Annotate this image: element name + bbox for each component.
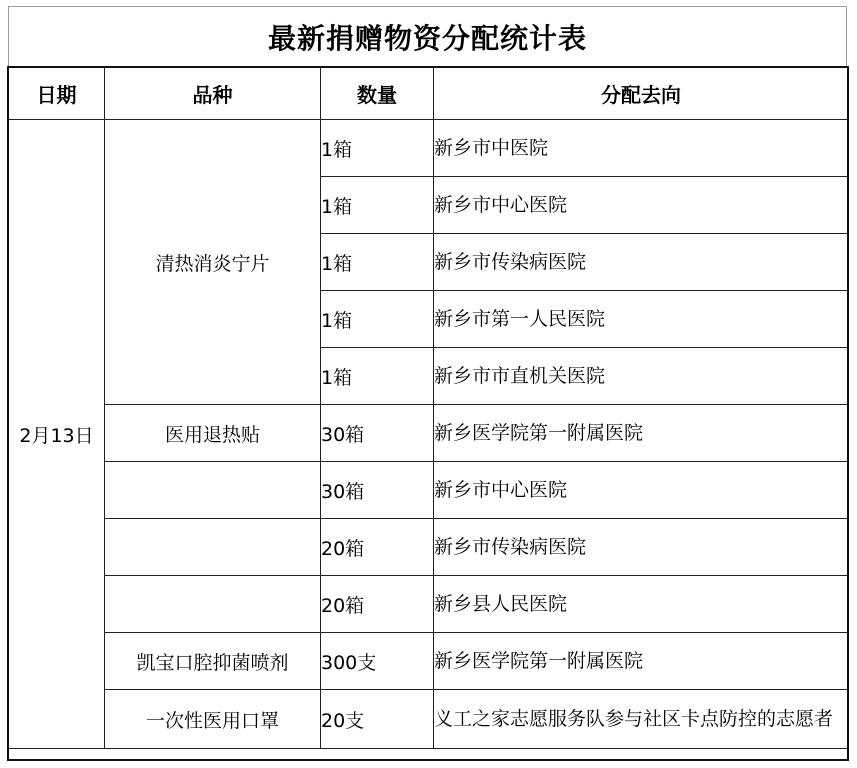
date-cell[interactable]: 2月13日 [9, 120, 105, 749]
destination-cell[interactable]: 新乡市市直机关医院 [434, 348, 849, 405]
quantity-cell[interactable]: 20箱 [321, 519, 434, 576]
table-row [9, 120, 849, 177]
variety-cell[interactable]: 医用退热贴 [105, 405, 321, 462]
table-title: 最新捐赠物资分配统计表 [8, 6, 847, 66]
quantity-cell[interactable]: 1箱 [321, 291, 434, 348]
destination-cell[interactable]: 新乡医学院第一附属医院 [434, 405, 849, 462]
quantity-cell[interactable]: 20支 [321, 690, 434, 749]
variety-cell-empty[interactable] [105, 462, 321, 519]
destination-cell[interactable]: 新乡市中心医院 [434, 177, 849, 234]
table-row [9, 690, 849, 749]
header-date[interactable]: 日期 [9, 67, 105, 120]
destination-cell[interactable]: 新乡市传染病医院 [434, 519, 849, 576]
destination-cell[interactable]: 新乡县人民医院 [434, 576, 849, 633]
destination-cell[interactable]: 新乡市第一人民医院 [434, 291, 849, 348]
header-quantity[interactable]: 数量 [321, 67, 434, 120]
table-row [9, 405, 849, 462]
quantity-cell[interactable]: 1箱 [321, 348, 434, 405]
table-row [9, 519, 849, 576]
header-destination[interactable]: 分配去向 [434, 67, 849, 120]
destination-cell[interactable]: 义工之家志愿服务队参与社区卡点防控的志愿者 [434, 690, 849, 749]
quantity-cell[interactable]: 300支 [321, 633, 434, 690]
quantity-cell[interactable]: 30箱 [321, 462, 434, 519]
donation-table [8, 66, 849, 749]
header-variety[interactable]: 品种 [105, 67, 321, 120]
table-row [9, 633, 849, 690]
table-row [9, 462, 849, 519]
variety-cell-empty[interactable] [105, 576, 321, 633]
variety-cell[interactable]: 清热消炎宁片 [105, 120, 321, 405]
destination-cell[interactable]: 新乡市中医院 [434, 120, 849, 177]
variety-cell[interactable]: 凯宝口腔抑菌喷剂 [105, 633, 321, 690]
header-row [9, 67, 849, 120]
quantity-cell[interactable]: 1箱 [321, 177, 434, 234]
destination-cell[interactable]: 新乡医学院第一附属医院 [434, 633, 849, 690]
destination-cell[interactable]: 新乡市传染病医院 [434, 234, 849, 291]
table-row [9, 576, 849, 633]
quantity-cell[interactable]: 1箱 [321, 234, 434, 291]
quantity-cell[interactable]: 20箱 [321, 576, 434, 633]
variety-cell[interactable]: 一次性医用口罩 [105, 690, 321, 749]
quantity-cell[interactable]: 30箱 [321, 405, 434, 462]
quantity-cell[interactable]: 1箱 [321, 120, 434, 177]
variety-cell-empty[interactable] [105, 519, 321, 576]
destination-cell[interactable]: 新乡市中心医院 [434, 462, 849, 519]
